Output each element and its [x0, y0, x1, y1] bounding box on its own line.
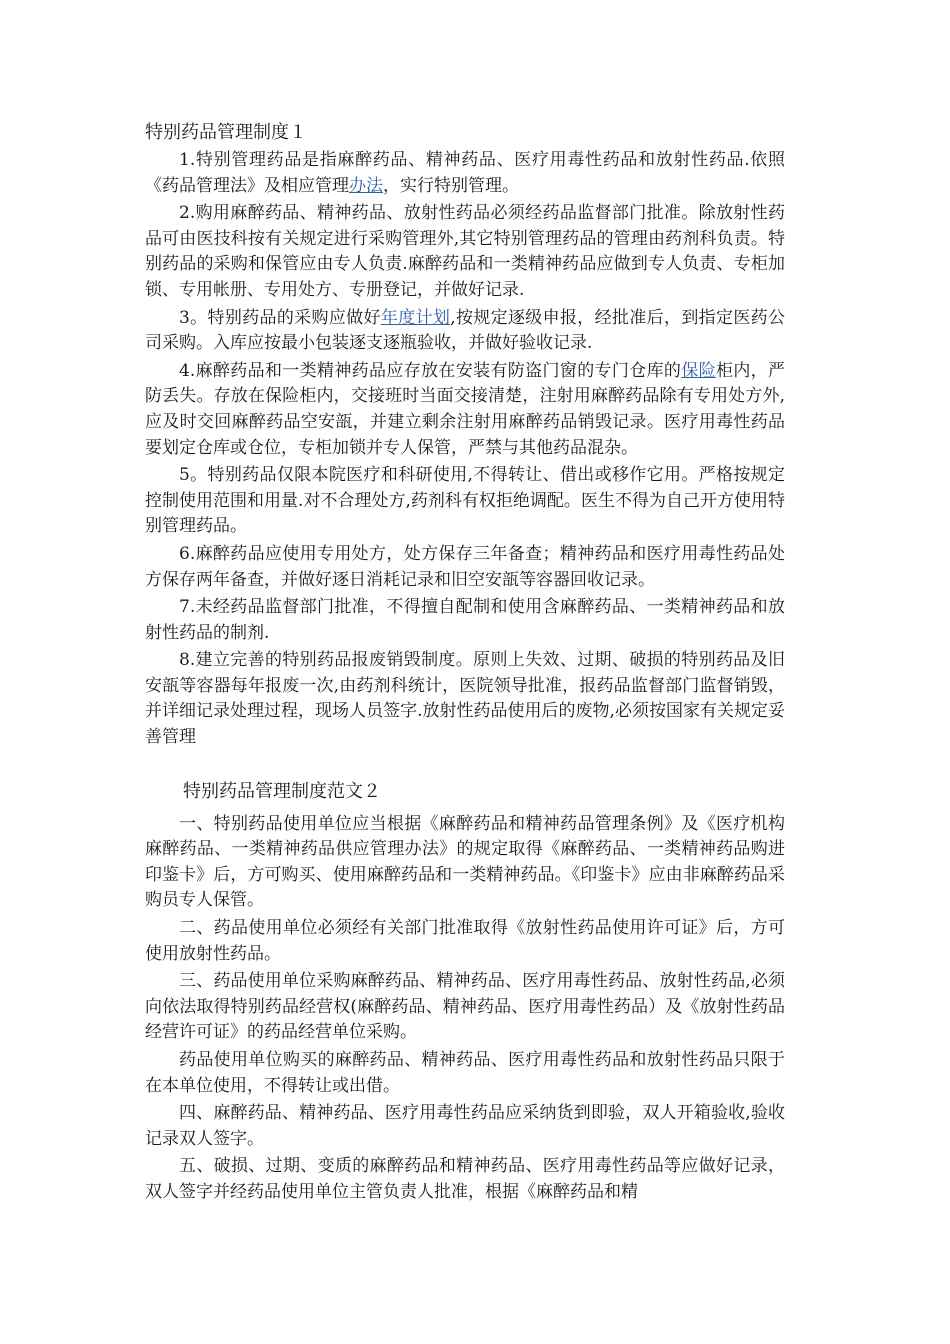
section1-paragraph-4: [145, 359, 785, 461]
section1-paragraph-3: [145, 306, 785, 357]
paragraph-text: 3。特别药品的采购应做好: [179, 307, 381, 328]
section2-paragraph-6: 五、破损、过期、变质的麻醉药品和精神药品、医疗用毒性药品等应做好记录，双人签字并经药品使用单位主管负责人批准，根据《麻醉药品和精: [145, 1156, 785, 1202]
link-annual-plan[interactable]: 年度计划: [380, 307, 451, 328]
section1-paragraph-1: [145, 148, 785, 199]
section2-paragraph-3: 三、药品使用单位采购麻醉药品、精神药品、医疗用毒性药品、放射性药品,必须向依法取得特别药品经营权(麻醉药品、精神药品、医疗用毒性药品）及《放射性药品经营许可证》的药品经营单位采购。: [145, 971, 785, 1043]
paragraph-text: ，实行特别管理。: [383, 175, 519, 196]
section1-paragraph-6: 6.麻醉药品应使用专用处方，处方保存三年备查；精神药品和医疗用毒性药品处方保存两年备查，并做好逐日消耗记录和旧空安瓿等容器回收记录。: [145, 543, 785, 590]
section2-title: 特别药品管理制度范文２: [183, 780, 381, 802]
document-page: [145, 118, 785, 1206]
paragraph-text: 4.麻醉药品和一类精神药品应存放在安装有防盗门窗的专门仓库的: [179, 360, 682, 381]
paragraph-text: 1.特别管理药品是指麻醉药品、精神药品、医疗用毒性药品和放射性药品.依照《药品管理法》及相应管理: [145, 150, 785, 196]
section1-paragraph-8: 8.建立完善的特别药品报废销毁制度。原则上失效、过期、破损的特别药品及旧安瓿等容器每年报废一次,由药剂科统计，医院领导批准，报药品监督部门监督销毁，并详细记录处理过程，现场人员签字.放射性药品使用后的废物,必须按国家有关规定妥善管理: [145, 650, 785, 748]
section2-paragraph-5: 四、麻醉药品、精神药品、医疗用毒性药品应采纳货到即验，双人开箱验收,验收记录双人签字。: [145, 1103, 785, 1149]
paragraph-text: 柜内，严防丢失。存放在保险柜内，交接班时当面交接清楚，注射用麻醉药品除有专用处方外,应及时交回麻醉药品空安瓿，并建立剩余注射用麻醉药品销毁记录。医疗用毒性药品要划定仓库或仓位，专柜加锁并专人保管，严禁与其他药品混杂。: [145, 360, 786, 458]
paragraph-text: ,按规定逐级申报，经批准后，到指定医药公司采购。入库应按最小包装逐支逐瓶验收，并做好验收记录.: [145, 307, 786, 354]
section1-paragraph-2: 2.购用麻醉药品、精神药品、放射性药品必须经药品监督部门批准。除放射性药品可由医技科按有关规定进行采购管理外,其它特别管理药品的管理由药剂科负责。特别药品的采购和保管应由专人负责.麻醉药品和一类精神药品应做到专人负责、专柜加锁、专用帐册、专用处方、专册登记，并做好记录.: [145, 203, 785, 300]
section1-paragraph-7: 7.未经药品监督部门批准，不得擅自配制和使用含麻醉药品、一类精神药品和放射性药品的制剂.: [145, 597, 785, 643]
section1-title: 特别药品管理制度１: [145, 122, 307, 143]
section2-paragraph-4: 药品使用单位购买的麻醉药品、精神药品、医疗用毒性药品和放射性药品只限于在本单位使用，不得转让或出借。: [145, 1050, 785, 1096]
section1-paragraph-5: 5。特别药品仅限本院医疗和科研使用,不得转让、借出或移作它用。严格按规定控制使用范围和用量.对不合理处方,药剂科有权拒绝调配。医生不得为自己开方使用特别管理药品。: [145, 465, 785, 537]
link-insurance[interactable]: 保险: [681, 360, 716, 381]
link-banfa[interactable]: 办法: [349, 175, 383, 196]
section2-paragraph-2: 二、药品使用单位必须经有关部门批准取得《放射性药品使用许可证》后，方可使用放射性药品。: [145, 918, 785, 964]
section2-paragraph-1: 一、特别药品使用单位应当根据《麻醉药品和精神药品管理条例》及《医疗机构麻醉药品、一类精神药品供应管理办法》的规定取得《麻醉药品、一类精神药品购进印鉴卡》后，方可购买、使用麻醉药品和一类精神药品。《印鉴卡》应由非麻醉药品采购员专人保管。: [145, 813, 785, 911]
